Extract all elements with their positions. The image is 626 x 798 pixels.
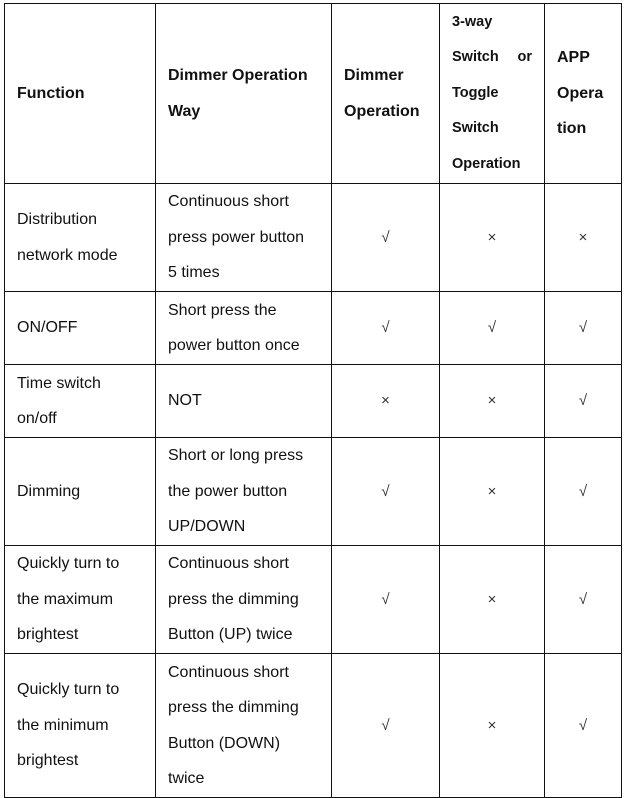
way-text: Continuous short (168, 193, 289, 211)
header-3way-switch-operation (440, 4, 545, 184)
header-label: tion (557, 120, 587, 138)
header-function (5, 4, 156, 184)
way-cell (156, 654, 332, 798)
way-text: 5 times (168, 264, 220, 282)
app-support-cell: √ (545, 654, 622, 798)
switch-support-cell: × (440, 184, 545, 292)
way-cell (156, 184, 332, 292)
function-text: Dimming (17, 482, 81, 500)
table-row (5, 546, 622, 654)
header-label: or (517, 49, 532, 66)
header-label: 3-way (452, 13, 493, 30)
app-support-cell: × (545, 184, 622, 292)
switch-support-cell: √ (440, 292, 545, 365)
header-dimmer-operation-way (156, 4, 332, 184)
function-text: network mode (17, 246, 118, 264)
function-cell (5, 365, 156, 438)
way-text: Continuous short (168, 555, 289, 573)
dimmer-support-cell: √ (332, 654, 440, 798)
function-text: brightest (17, 752, 79, 770)
app-support-cell: √ (545, 365, 622, 438)
switch-support-cell: × (440, 654, 545, 798)
header-app-operation (545, 4, 622, 184)
way-text: Button (DOWN) (168, 734, 281, 752)
function-text: Quickly turn to (17, 555, 120, 573)
header-label: APP (557, 49, 590, 67)
function-cell (5, 438, 156, 546)
function-text: Distribution (17, 211, 98, 228)
table-row (5, 365, 622, 438)
way-text: press the dimming (168, 590, 299, 608)
function-text: Quickly turn to (17, 681, 120, 699)
function-text: the minimum (17, 716, 109, 734)
dimmer-support-cell: × (332, 365, 440, 438)
way-text: Short or long press (168, 447, 304, 465)
way-text: Button (UP) twice (168, 626, 293, 644)
function-text: the maximum (17, 590, 114, 608)
function-cell (5, 184, 156, 292)
dimmer-support-cell: √ (332, 546, 440, 654)
dimmer-support-cell: √ (332, 438, 440, 546)
way-text: the power button (168, 482, 288, 500)
way-cell (156, 438, 332, 546)
way-text: Continuous short (168, 663, 289, 681)
header-label: Way (168, 102, 201, 120)
switch-support-cell: × (440, 546, 545, 654)
dimmer-support-cell: √ (332, 292, 440, 365)
function-cell (5, 546, 156, 654)
table-row (5, 438, 622, 546)
switch-support-cell: × (440, 365, 545, 438)
way-text: press the dimming (168, 699, 299, 716)
header-label: Dimmer (344, 67, 404, 84)
way-text: NOT (168, 392, 202, 410)
way-cell (156, 365, 332, 438)
app-support-cell: √ (545, 438, 622, 546)
function-text: ON/OFF (17, 319, 78, 337)
way-text: Short press the (168, 301, 277, 319)
table-row (5, 292, 622, 365)
table-row (5, 184, 622, 292)
header-label: Toggle (452, 84, 499, 101)
header-label: Opera (557, 84, 604, 102)
way-text: press power button (168, 228, 305, 246)
way-cell (156, 546, 332, 654)
switch-support-cell: × (440, 438, 545, 546)
header-label: Dimmer Operation (168, 67, 308, 84)
dimmer-support-cell: √ (332, 184, 440, 292)
header-dimmer-operation (332, 4, 440, 184)
app-support-cell: √ (545, 546, 622, 654)
header-label: Function (17, 84, 85, 102)
function-operation-table (4, 3, 622, 798)
way-text: twice (168, 770, 205, 787)
header-label: Switch (452, 120, 499, 137)
way-text: UP/DOWN (168, 518, 246, 536)
function-cell (5, 292, 156, 365)
header-row (5, 4, 622, 184)
header-label: Operation (344, 102, 420, 120)
table-row (5, 654, 622, 798)
header-label: Operation (452, 155, 521, 172)
way-cell (156, 292, 332, 365)
header-label: Switch (452, 49, 499, 66)
function-text: Time switch (17, 374, 101, 392)
function-text: brightest (17, 626, 79, 644)
app-support-cell: √ (545, 292, 622, 365)
function-cell (5, 654, 156, 798)
way-text: power button once (168, 337, 300, 354)
function-text: on/off (17, 410, 57, 427)
